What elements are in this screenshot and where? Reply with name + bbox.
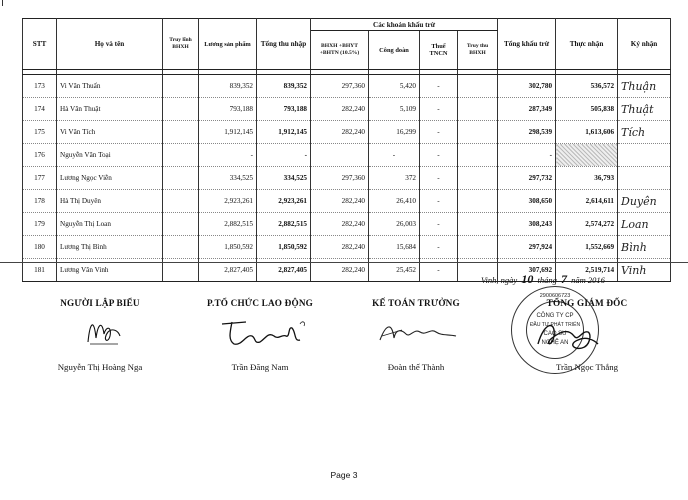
section-divider [0,262,688,263]
cell-thue: - [420,144,458,167]
cell-thuc-nhan: 1,552,669 [556,236,618,259]
cell-tong-kt: 298,539 [498,121,556,144]
cell-thue: - [420,121,458,144]
cell-name: Lương Thị Bình [57,236,163,259]
signature-name: Trần Ngọc Thắng [555,362,619,372]
col-tong-khau-tru: Tổng khấu trừ [498,19,556,70]
table-body [23,70,671,282]
signature-accountant [360,298,472,378]
cell-tong-kt: - [498,144,556,167]
cell-thue: - [420,98,458,121]
col-truy-thu: Truy thu BHXH [458,31,498,70]
cell-luong: 839,352 [199,75,257,98]
cell-ky-nhan-signature: Thuật [618,98,671,121]
cell-truy-linh [163,190,199,213]
col-stt: STT [23,19,57,70]
cell-ky-nhan-signature: Vinh [618,259,671,282]
date-month-label: tháng [537,275,557,285]
signature-scribble-preparer [84,314,124,348]
cell-stt: 179 [23,213,57,236]
cell-cong-doan: 26,003 [369,213,420,236]
payroll-table [22,18,671,282]
cell-luong: 334,525 [199,167,257,190]
cell-truy-linh [163,144,199,167]
cell-tong: 839,352 [257,75,311,98]
cell-name: Nguyễn Thị Loan [57,213,163,236]
signature-scribble-hr [216,316,308,348]
cell-ky-nhan-signature [618,144,671,167]
cell-stt: 173 [23,75,57,98]
signature-director [500,298,650,378]
corner-mark [2,0,13,6]
col-group-deductions: Các khoản khấu trừ [311,19,498,31]
cell-tong-kt: 307,692 [498,259,556,282]
cell-tong: 2,827,405 [257,259,311,282]
date-month: 7 [560,272,567,286]
cell-ky-nhan-signature: Duyên [618,190,671,213]
cell-name: Lương Văn Vinh [57,259,163,282]
cell-truy-thu [458,167,498,190]
cell-tong: 2,882,515 [257,213,311,236]
signature-name: Trần Đăng Nam [231,362,289,372]
cell-truy-thu [458,236,498,259]
cell-stt: 176 [23,144,57,167]
cell-cong-doan: 372 [369,167,420,190]
cell-ky-nhan-signature: Thuận [618,75,671,98]
cell-name: Vi Văn Thuấn [57,75,163,98]
date-prefix: Vinh, ngày [481,275,518,285]
date-day: 10 [521,272,534,286]
col-name: Họ và tên [57,19,163,70]
cell-thuc-nhan-hatched [556,144,618,167]
stamp-ring-text: 2900606723 [539,293,571,299]
cell-stt: 177 [23,167,57,190]
cell-tong: 1,912,145 [257,121,311,144]
cell-ky-nhan-signature: Tích [618,121,671,144]
stamp-line-2: ĐẦU TƯ PHÁT TRIỂN [529,322,581,328]
col-ky-nhan: Ký nhận [618,19,671,70]
cell-truy-thu [458,144,498,167]
col-truy-linh: Truy lĩnh BHXH [163,19,199,70]
cell-truy-thu [458,98,498,121]
cell-bhxh: 282,240 [311,213,369,236]
cell-luong: 1,850,592 [199,236,257,259]
cell-thuc-nhan: 505,838 [556,98,618,121]
cell-thue: - [420,75,458,98]
cell-tong-kt: 308,243 [498,213,556,236]
table-row [23,98,671,121]
cell-cong-doan: - [369,144,420,167]
cell-ky-nhan-signature: Loan [618,213,671,236]
cell-tong-kt: 297,732 [498,167,556,190]
cell-truy-thu [458,121,498,144]
stamp-line-4: NGHỆ AN [541,340,569,346]
signature-title: KẾ TOÁN TRƯỞNG [372,298,460,308]
cell-name: Lương Ngọc Viễn [57,167,163,190]
cell-truy-thu [458,75,498,98]
cell-truy-linh [163,213,199,236]
cell-name: Nguyễn Văn Toại [57,144,163,167]
cell-bhxh: 297,360 [311,75,369,98]
cell-tong-kt: 287,349 [498,98,556,121]
col-luong-san-pham: Lương sản phẩm [199,19,257,70]
cell-cong-doan: 16,299 [369,121,420,144]
table-row [23,236,671,259]
table-header [23,19,671,70]
cell-tong-kt: 302,780 [498,75,556,98]
col-cong-doan: Công đoàn [369,31,420,70]
cell-stt: 174 [23,98,57,121]
signature-hr [196,298,324,378]
cell-name: Hà Thị Duyên [57,190,163,213]
cell-thuc-nhan: 1,613,606 [556,121,618,144]
cell-luong: 793,188 [199,98,257,121]
cell-cong-doan: 26,410 [369,190,420,213]
cell-luong: 2,882,515 [199,213,257,236]
signature-scribble-director [530,314,602,356]
cell-bhxh: 282,240 [311,259,369,282]
cell-thuc-nhan: 2,519,714 [556,259,618,282]
cell-truy-linh [163,75,199,98]
cell-truy-thu [458,190,498,213]
cell-thuc-nhan: 536,572 [556,75,618,98]
col-tong-thu-nhap: Tổng thu nhập [257,19,311,70]
cell-thue: - [420,259,458,282]
cell-thuc-nhan: 2,614,611 [556,190,618,213]
cell-cong-doan: 5,420 [369,75,420,98]
cell-truy-linh [163,167,199,190]
table-row [23,75,671,98]
cell-name: Vi Văn Tích [57,121,163,144]
cell-tong-kt: 308,650 [498,190,556,213]
cell-thue: - [420,190,458,213]
cell-bhxh: 297,360 [311,167,369,190]
table-row [23,144,671,167]
cell-tong-kt: 297,924 [498,236,556,259]
cell-truy-linh [163,121,199,144]
cell-thuc-nhan: 2,574,272 [556,213,618,236]
cell-stt: 180 [23,236,57,259]
page-number: Page 3 [330,470,358,480]
cell-stt: 175 [23,121,57,144]
cell-bhxh: 282,240 [311,98,369,121]
cell-cong-doan: 5,109 [369,98,420,121]
cell-thue: - [420,236,458,259]
table-row [23,213,671,236]
cell-thue: - [420,167,458,190]
cell-cong-doan: 25,452 [369,259,420,282]
cell-bhxh [311,144,369,167]
cell-tong: 1,850,592 [257,236,311,259]
col-thuc-nhan: Thực nhận [556,19,618,70]
cell-ky-nhan-signature [618,167,671,190]
cell-tong: 793,188 [257,98,311,121]
signature-preparer [40,298,160,378]
cell-tong: 334,525 [257,167,311,190]
cell-stt: 178 [23,190,57,213]
col-bhxh: BHXH +BHYT +BHTN (10.5%) [311,31,369,70]
cell-thuc-nhan: 36,793 [556,167,618,190]
table-row [23,121,671,144]
cell-truy-linh [163,236,199,259]
date-line [481,272,605,287]
cell-ky-nhan-signature: Bình [618,236,671,259]
cell-truy-thu [458,213,498,236]
cell-thue: - [420,213,458,236]
signature-title: TỔNG GIÁM ĐỐC [546,298,628,308]
cell-tong: 2,923,261 [257,190,311,213]
cell-luong: - [199,144,257,167]
table-row [23,167,671,190]
signature-scribble-accountant [376,318,462,348]
cell-name: Hà Văn Thuật [57,98,163,121]
signature-title: NGƯỜI LẬP BIỂU [60,298,140,308]
signature-name: Đoàn thế Thành [387,362,445,372]
stamp-line-3: CAO SU [543,331,567,337]
table-row [23,190,671,213]
cell-cong-doan: 15,684 [369,236,420,259]
col-thue: Thuế TNCN [420,31,458,70]
cell-stt: 181 [23,259,57,282]
cell-tong: - [257,144,311,167]
cell-truy-linh [163,98,199,121]
cell-bhxh: 282,240 [311,236,369,259]
stamp-line-1: CÔNG TY CP [536,313,574,319]
signature-title: P.TỔ CHỨC LAO ĐỘNG [206,298,314,308]
cell-bhxh: 282,240 [311,121,369,144]
cell-luong: 1,912,145 [199,121,257,144]
cell-luong: 2,923,261 [199,190,257,213]
date-year: năm 2016 [571,275,605,285]
cell-bhxh: 282,240 [311,190,369,213]
signature-name: Nguyễn Thị Hoàng Nga [57,362,143,372]
cell-luong: 2,827,405 [199,259,257,282]
